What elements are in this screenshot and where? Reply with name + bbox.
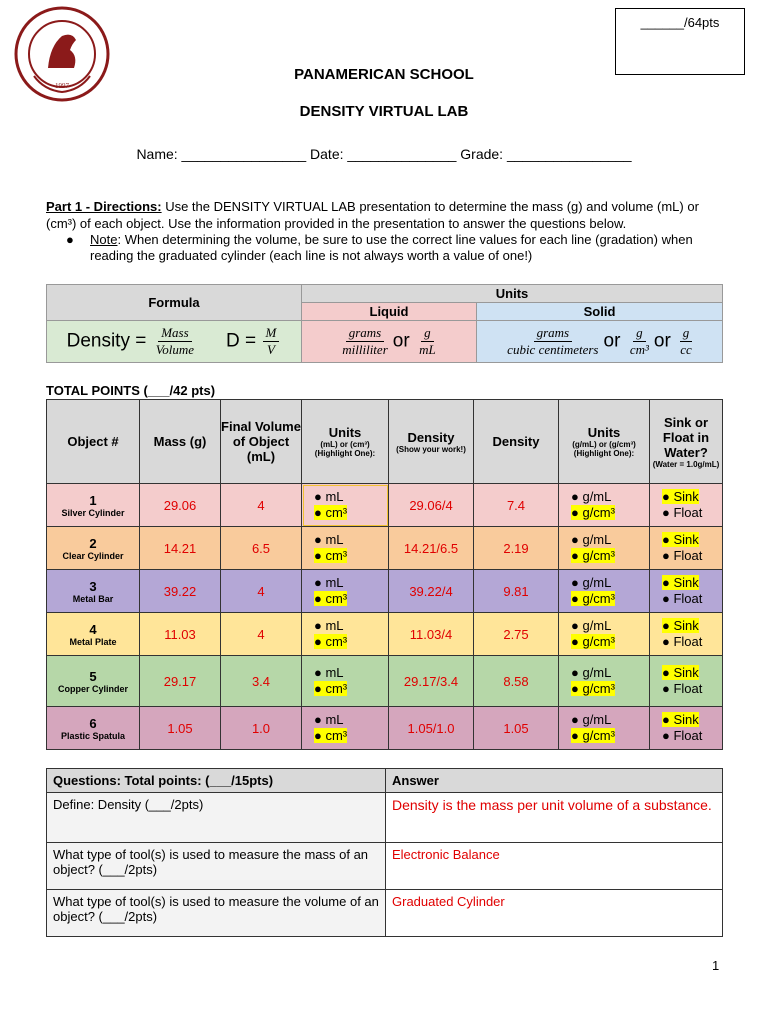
lab-title: DENSITY VIRTUAL LAB [299,103,469,120]
unit-ml-option: ● mL [314,575,344,590]
school-title: PANAMERICAN SCHOOL [294,66,474,83]
volume-value: 4 [221,570,302,613]
density-work-value: 29.06/4 [389,484,474,527]
header-density: Density [474,400,559,484]
sink-float-cell [650,527,723,570]
frac-cc: cc [680,342,692,357]
sink-option: ● Sink [662,712,699,727]
density-value: 2.75 [474,613,559,656]
volume-value: 3.4 [221,656,302,707]
density-eq-label: Density = [66,330,147,352]
g-cc-fraction [677,325,695,358]
table-row [47,570,723,613]
unit-ml-option: ● mL [314,712,344,727]
units1-cell [302,707,389,750]
units2-cell [559,613,650,656]
table-row [47,707,723,750]
unit-gcm3-option: ● g/cm³ [571,548,615,563]
object-name: Copper Cylinder [57,683,128,694]
sink-option: ● Sink [662,575,699,590]
mass-value: 29.06 [140,484,221,527]
units2-cell [559,570,650,613]
object-cell [47,484,140,527]
unit-gml-option: ● g/mL [571,489,612,504]
solid-units-cell [477,321,723,363]
header-units2 [559,400,650,484]
mass-value: 39.22 [140,570,221,613]
units1-title: Units [328,425,362,440]
sink-title: Sink or Float in Water? [662,414,710,460]
frac-g-3: g [680,325,693,342]
object-cell [47,527,140,570]
unit-gml-option: ● g/mL [571,532,612,547]
density-value: 1.05 [474,707,559,750]
grams-cubic-fraction [504,325,601,358]
answer-text: Density is the mass per unit volume of a substance. [386,793,723,843]
bullet-dot: ● [66,232,74,247]
density-work-value: 14.21/6.5 [389,527,474,570]
float-option: ● Float [662,591,703,606]
part1-text: Use the DENSITY VIRTUAL LAB presentation to determine the mass (g) and volume (mL) or (cm³) of each object. Use the information provided in the presentation to answer the questions below. [46,199,699,231]
float-option: ● Float [662,548,703,563]
question-text: What type of tool(s) is used to measure the mass of an object? (___/2pts) [47,843,386,890]
density-work-title: Density [407,429,455,445]
or-text-2: or [603,330,621,352]
volume-value: 4 [221,613,302,656]
sink-sub: (Water = 1.0g/mL) [652,459,720,469]
density-work-value: 29.17/3.4 [389,656,474,707]
frac-grams-solid: grams [534,325,573,342]
unit-ml-option: ● mL [314,489,344,504]
unit-gml-option: ● g/mL [571,665,612,680]
mass-value: 11.03 [140,613,221,656]
or-text-3: or [653,330,671,352]
unit-cm3-option: ● cm³ [314,728,348,743]
object-number: 3 [89,578,97,594]
question-text: Define: Density (___/2pts) [47,793,386,843]
density-work-value: 39.22/4 [389,570,474,613]
units2-sub: (g/mL) or (g/cm³) (Highlight One): [572,440,636,458]
units1-cell [302,484,389,527]
unit-gcm3-option: ● g/cm³ [571,505,615,520]
density-data-table [46,399,723,750]
units2-cell [559,527,650,570]
note-text: : When determining the volume, be sure to use the correct line values for each line (gradation) when reading the graduated cylinder (each line is not always worth a value of one!) [90,232,693,263]
frac-cm3: cm³ [629,342,649,357]
unit-ml-option: ● mL [314,618,344,633]
unit-gcm3-option: ● g/cm³ [571,681,615,696]
density-value: 8.58 [474,656,559,707]
frac-milliliter: milliliter [342,342,388,357]
note-label: Note [90,232,118,247]
frac-v: V [266,342,275,357]
name-date-grade-line: Name: ________________ Date: ______________ Grade: ________________ [136,146,632,162]
mass-value: 29.17 [140,656,221,707]
frac-cubic: cubic centimeters [507,342,599,357]
formula-header: Formula [47,285,302,321]
object-cell [47,570,140,613]
answer-header: Answer [386,769,723,793]
g-ml-fraction [416,325,439,358]
sink-option: ● Sink [662,618,699,633]
volume-value: 1.0 [221,707,302,750]
m-v-fraction [263,325,280,358]
unit-cm3-option: ● cm³ [314,548,348,563]
header-mass: Mass (g) [140,400,221,484]
density-work-value: 11.03/4 [389,613,474,656]
units2-cell [559,656,650,707]
sink-float-cell [650,656,723,707]
units-header: Units [302,285,723,303]
frac-ml: mL [419,342,436,357]
liquid-units-cell [302,321,477,363]
unit-gcm3-option: ● g/cm³ [571,634,615,649]
unit-gcm3-option: ● g/cm³ [571,728,615,743]
solid-header: Solid [477,303,723,321]
float-option: ● Float [662,505,703,520]
float-option: ● Float [662,681,703,696]
sink-float-cell [650,484,723,527]
or-text: or [392,330,410,352]
frac-g-2: g [633,325,646,342]
float-option: ● Float [662,634,703,649]
unit-gml-option: ● g/mL [571,575,612,590]
object-name: Metal Bar [72,593,114,604]
total-points-label: TOTAL POINTS (___/42 pts) [46,383,216,398]
unit-cm3-option: ● cm³ [314,591,348,606]
table-row [47,527,723,570]
sink-float-cell [650,570,723,613]
units2-cell [559,484,650,527]
units1-cell [302,656,389,707]
sink-float-cell [650,707,723,750]
question-row [47,793,723,843]
density-value: 2.19 [474,527,559,570]
unit-gml-option: ● g/mL [571,618,612,633]
grams-milliliter-fraction [339,325,391,358]
unit-gml-option: ● g/mL [571,712,612,727]
liquid-header: Liquid [302,303,477,321]
formula-table [46,284,723,363]
object-cell [47,707,140,750]
frac-grams: grams [346,325,385,342]
density-work-value: 1.05/1.0 [389,707,474,750]
units1-cell [302,570,389,613]
object-number: 4 [89,621,97,637]
answer-text: Graduated Cylinder [386,890,723,937]
mass-value: 1.05 [140,707,221,750]
density-value: 7.4 [474,484,559,527]
header-density-work [389,400,474,484]
header-sink-float [650,400,723,484]
units2-cell [559,707,650,750]
question-row [47,890,723,937]
sink-option: ● Sink [662,665,699,680]
answer-text: Electronic Balance [386,843,723,890]
svg-text:1997: 1997 [55,82,69,90]
sink-float-cell [650,613,723,656]
header-object: Object # [47,400,140,484]
frac-g: g [421,325,434,342]
part1-directions [46,198,726,232]
unit-cm3-option: ● cm³ [314,505,348,520]
object-number: 1 [89,492,97,508]
table-row [47,484,723,527]
school-logo [12,2,112,108]
table-row [47,613,723,656]
units1-cell [302,527,389,570]
mass-volume-fraction [153,325,197,358]
formula-cell [47,321,302,363]
object-name: Silver Cylinder [61,507,125,518]
note [90,232,730,264]
part1-label: Part 1 - Directions: [46,199,162,214]
g-cm3-fraction [627,325,652,358]
frac-volume: Volume [155,342,195,357]
units1-cell [302,613,389,656]
object-cell [47,656,140,707]
object-cell [47,613,140,656]
mass-value: 14.21 [140,527,221,570]
unit-cm3-option: ● cm³ [314,634,348,649]
object-name: Clear Cylinder [62,550,124,561]
page-number: 1 [712,958,720,973]
question-row [47,843,723,890]
units1-sub: (mL) or (cm³) (Highlight One): [314,440,376,458]
header-final-volume: Final Volume of Object (mL) [221,400,302,484]
d-eq-label: D = [225,330,257,352]
question-text: What type of tool(s) is used to measure the volume of an object? (___/2pts) [47,890,386,937]
frac-mass: Mass [158,325,191,342]
object-name: Plastic Spatula [60,730,126,741]
object-name: Metal Plate [69,636,117,647]
unit-ml-option: ● mL [314,532,344,547]
float-option: ● Float [662,728,703,743]
unit-cm3-option: ● cm³ [314,681,348,696]
density-value: 9.81 [474,570,559,613]
units2-title: Units [587,425,621,440]
table-row [47,656,723,707]
volume-value: 6.5 [221,527,302,570]
sink-option: ● Sink [662,532,699,547]
header-units1 [302,400,389,484]
volume-value: 4 [221,484,302,527]
questions-header: Questions: Total points: (___/15pts) [47,769,386,793]
object-number: 2 [89,535,97,551]
frac-m: M [263,325,280,342]
density-work-sub: (Show your work!) [396,444,466,454]
unit-gcm3-option: ● g/cm³ [571,591,615,606]
questions-table [46,768,723,937]
sink-option: ● Sink [662,489,699,504]
object-number: 5 [89,668,97,684]
unit-ml-option: ● mL [314,665,344,680]
object-number: 6 [89,715,97,731]
points-box: ______/64pts [615,8,745,75]
